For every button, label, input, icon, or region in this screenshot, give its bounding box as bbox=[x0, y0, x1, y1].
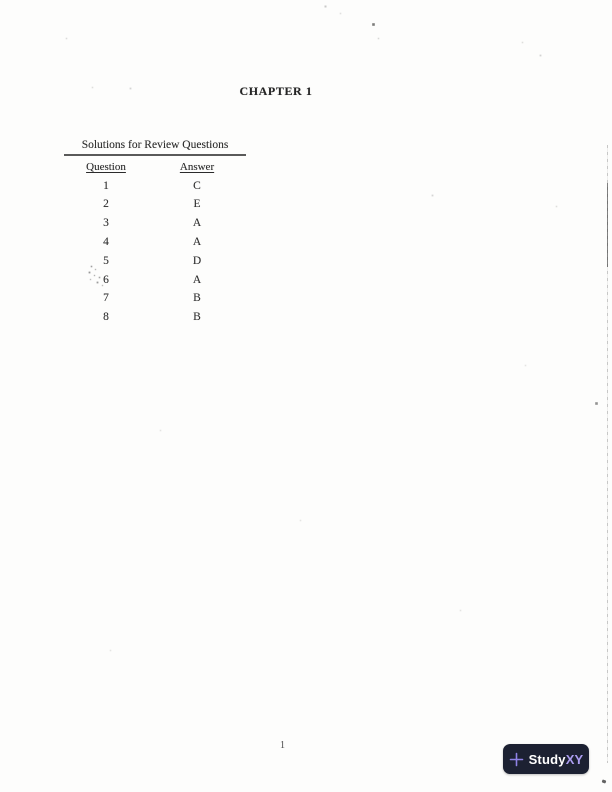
solutions-table bbox=[64, 139, 246, 327]
answer-cell: B bbox=[193, 311, 201, 324]
table-row bbox=[64, 214, 246, 233]
studyxy-watermark-badge bbox=[503, 744, 589, 774]
table-row bbox=[64, 252, 246, 271]
question-cell: 1 bbox=[103, 179, 109, 192]
brand-accent-text: XY bbox=[565, 751, 584, 767]
answer-cell: A bbox=[192, 217, 202, 230]
question-cell: 8 bbox=[103, 311, 109, 324]
answer-cell: D bbox=[192, 254, 202, 267]
table-rule bbox=[64, 154, 246, 156]
question-cell: 5 bbox=[103, 254, 109, 267]
table-row bbox=[64, 289, 246, 308]
scan-artifact-corner-speck bbox=[602, 779, 607, 783]
table-row bbox=[64, 271, 246, 290]
answer-column-header: Answer bbox=[179, 160, 215, 173]
question-cell: 7 bbox=[103, 292, 109, 305]
answer-cell: E bbox=[193, 198, 201, 211]
answer-cell: A bbox=[192, 273, 202, 286]
table-row bbox=[64, 308, 246, 327]
brand-text bbox=[529, 752, 584, 767]
scan-artifact-specks bbox=[0, 0, 1, 1]
page-number: 1 bbox=[280, 740, 285, 751]
table-row bbox=[64, 233, 246, 252]
scan-artifact-smudge bbox=[88, 264, 89, 265]
table-row bbox=[64, 195, 246, 214]
table-header-row bbox=[64, 161, 246, 173]
scan-artifact-edge-line-dark bbox=[607, 183, 609, 267]
solutions-table-title: Solutions for Review Questions bbox=[81, 139, 229, 151]
brand-primary-text: Study bbox=[528, 751, 566, 767]
chapter-heading: CHAPTER 1 bbox=[239, 84, 313, 98]
plus-icon bbox=[509, 752, 524, 767]
answer-cell: B bbox=[193, 292, 201, 305]
question-column-header: Question bbox=[86, 160, 126, 173]
question-cell: 3 bbox=[103, 217, 109, 230]
question-cell: 6 bbox=[103, 273, 109, 286]
answer-cell: A bbox=[192, 236, 202, 249]
question-cell: 2 bbox=[103, 198, 109, 211]
question-cell: 4 bbox=[103, 236, 109, 249]
table-row bbox=[64, 177, 246, 196]
table-body bbox=[64, 177, 246, 327]
answer-cell: C bbox=[193, 179, 201, 192]
